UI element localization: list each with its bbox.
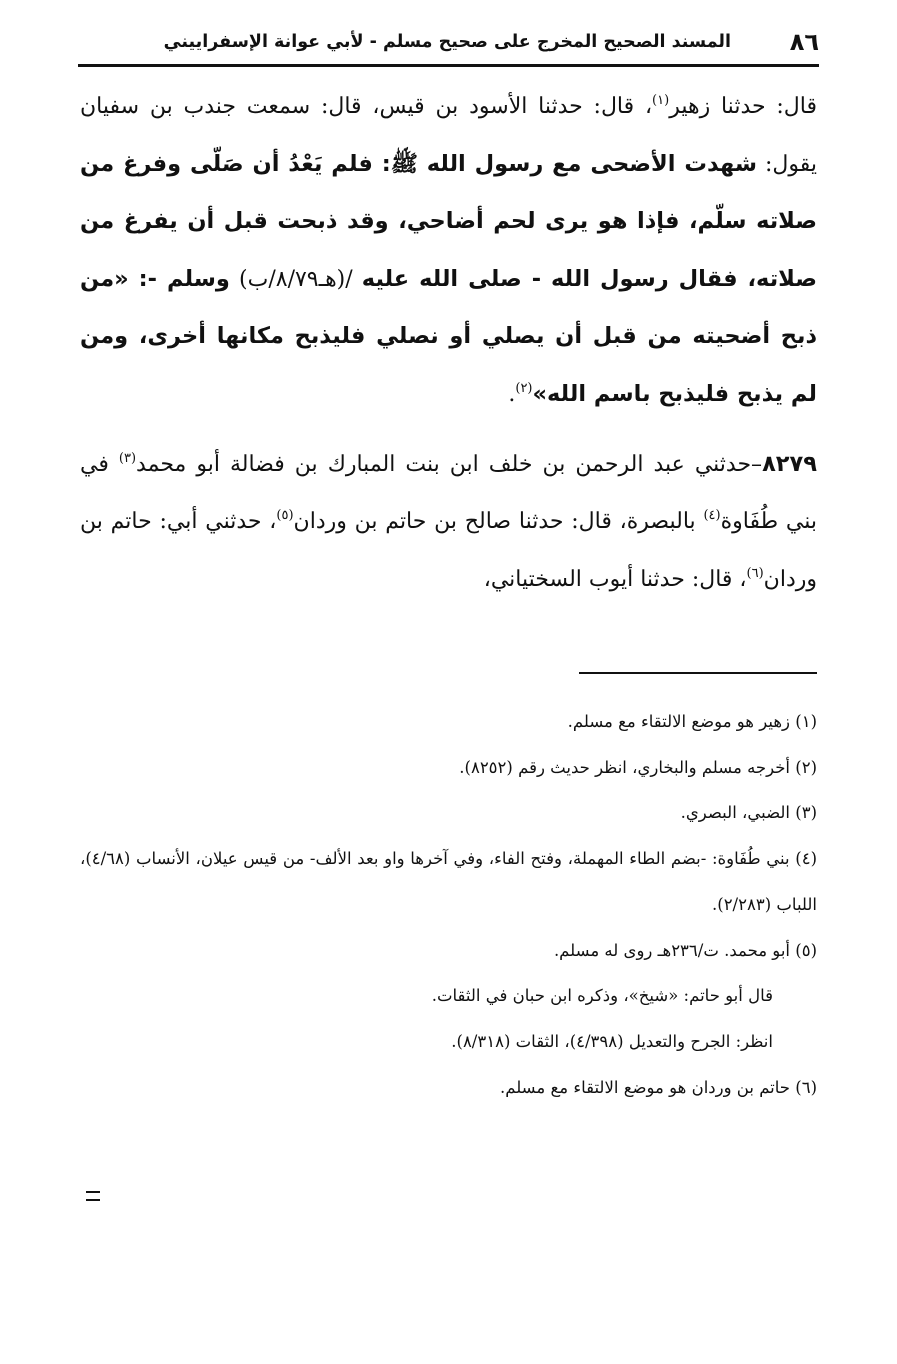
text-run: ، حدثني أبي: حاتم بن وردان xyxy=(80,509,817,592)
text-run: بالبصرة، قال: حدثنا صالح بن حاتم بن وردان xyxy=(293,509,704,535)
footnote-5-continuation: قال أبو حاتم: «شيخ»، وذكره ابن حبان في الثقات. xyxy=(431,986,773,1006)
footnote-ref[interactable]: (٣) xyxy=(118,450,137,466)
page-header xyxy=(78,28,819,64)
page-end-mark xyxy=(86,1191,100,1201)
main-text xyxy=(80,78,817,608)
footnote-5-continuation: انظر: الجرح والتعديل (٤/٣٩٨)، الثقات (٨/٣١٨). xyxy=(451,1031,773,1051)
paragraph-hadith-8279 xyxy=(80,436,817,609)
bold-hadith-text: وسلم -: «من ذبح أضحيته من قبل أن يصلي أو نصلي فليذبح مكانها أخرى، ومن لم يذبح فليذبح باسم الله» xyxy=(80,265,817,407)
text-run: . xyxy=(508,381,516,407)
footnote-4: (٤) بني طُفَاوة: -بضم الطاء المهملة، وفتح الفاء، وفي آخرها واو بعد الألف- من قيس عيلان، الأنساب (٤/٦٨)، اللباب (٢/٢٨٣). xyxy=(80,849,817,914)
text-run: –حدثني عبد الرحمن بن خلف ابن بنت المبارك بن فضالة أبو محمد xyxy=(136,451,763,477)
bold-hadith-text: شهدت الأضحى مع رسول الله ﷺ: فلم يَعْدُ أن صَلّى وفرغ من صلاته سلّم، فإذا هو يرى لحم أضاحي، وقد ذبحت قبل أن يفرغ من صلاته، فقال رسول الله - صلى الله عليه xyxy=(80,150,817,292)
paragraph-hadith-text xyxy=(80,78,817,424)
text-run: في بني طُفَاوة xyxy=(80,451,817,535)
manuscript-ref: /(هـ٨/٧٩/ب) xyxy=(229,266,362,292)
footnote-ref[interactable]: (٥) xyxy=(276,508,294,524)
footnote-3: (٣) الضبي، البصري. xyxy=(680,803,817,823)
text-run: قال: حدثنا زهير xyxy=(669,94,817,119)
running-title: المسند الصحيح المخرج على صحيح مسلم - لأبي عوانة الإسفراييني xyxy=(163,32,731,52)
footnotes xyxy=(80,699,817,1110)
text-run: ، قال: حدثنا الأسود بن قيس، قال: سمعت جندب بن سفيان يقول: xyxy=(80,94,817,177)
footnote-separator xyxy=(579,672,817,674)
footnote-ref[interactable]: (١) xyxy=(652,93,670,108)
footnote-1: (١) زهير هو موضع الالتقاء مع مسلم. xyxy=(567,712,817,731)
page-number: ٨٦ xyxy=(789,28,819,56)
footnote-ref[interactable]: (٤) xyxy=(703,508,721,524)
text-run: ، قال: حدثنا أيوب السختياني، xyxy=(483,566,747,592)
hadith-number: ٨٢٧٩ xyxy=(762,450,817,477)
footnote-ref[interactable]: (٢) xyxy=(515,380,533,396)
footnote-ref[interactable]: (٦) xyxy=(746,565,764,581)
footnote-5: (٥) أبو محمد. ت/٢٣٦هـ روى له مسلم. xyxy=(553,940,817,960)
footnote-6: (٦) حاتم بن وردان هو موضع الالتقاء مع مسلم. xyxy=(499,1077,817,1097)
header-rule xyxy=(78,64,819,67)
footnote-2: (٢) أخرجه مسلم والبخاري، انظر حديث رقم (٨٢٥٢). xyxy=(459,757,817,777)
